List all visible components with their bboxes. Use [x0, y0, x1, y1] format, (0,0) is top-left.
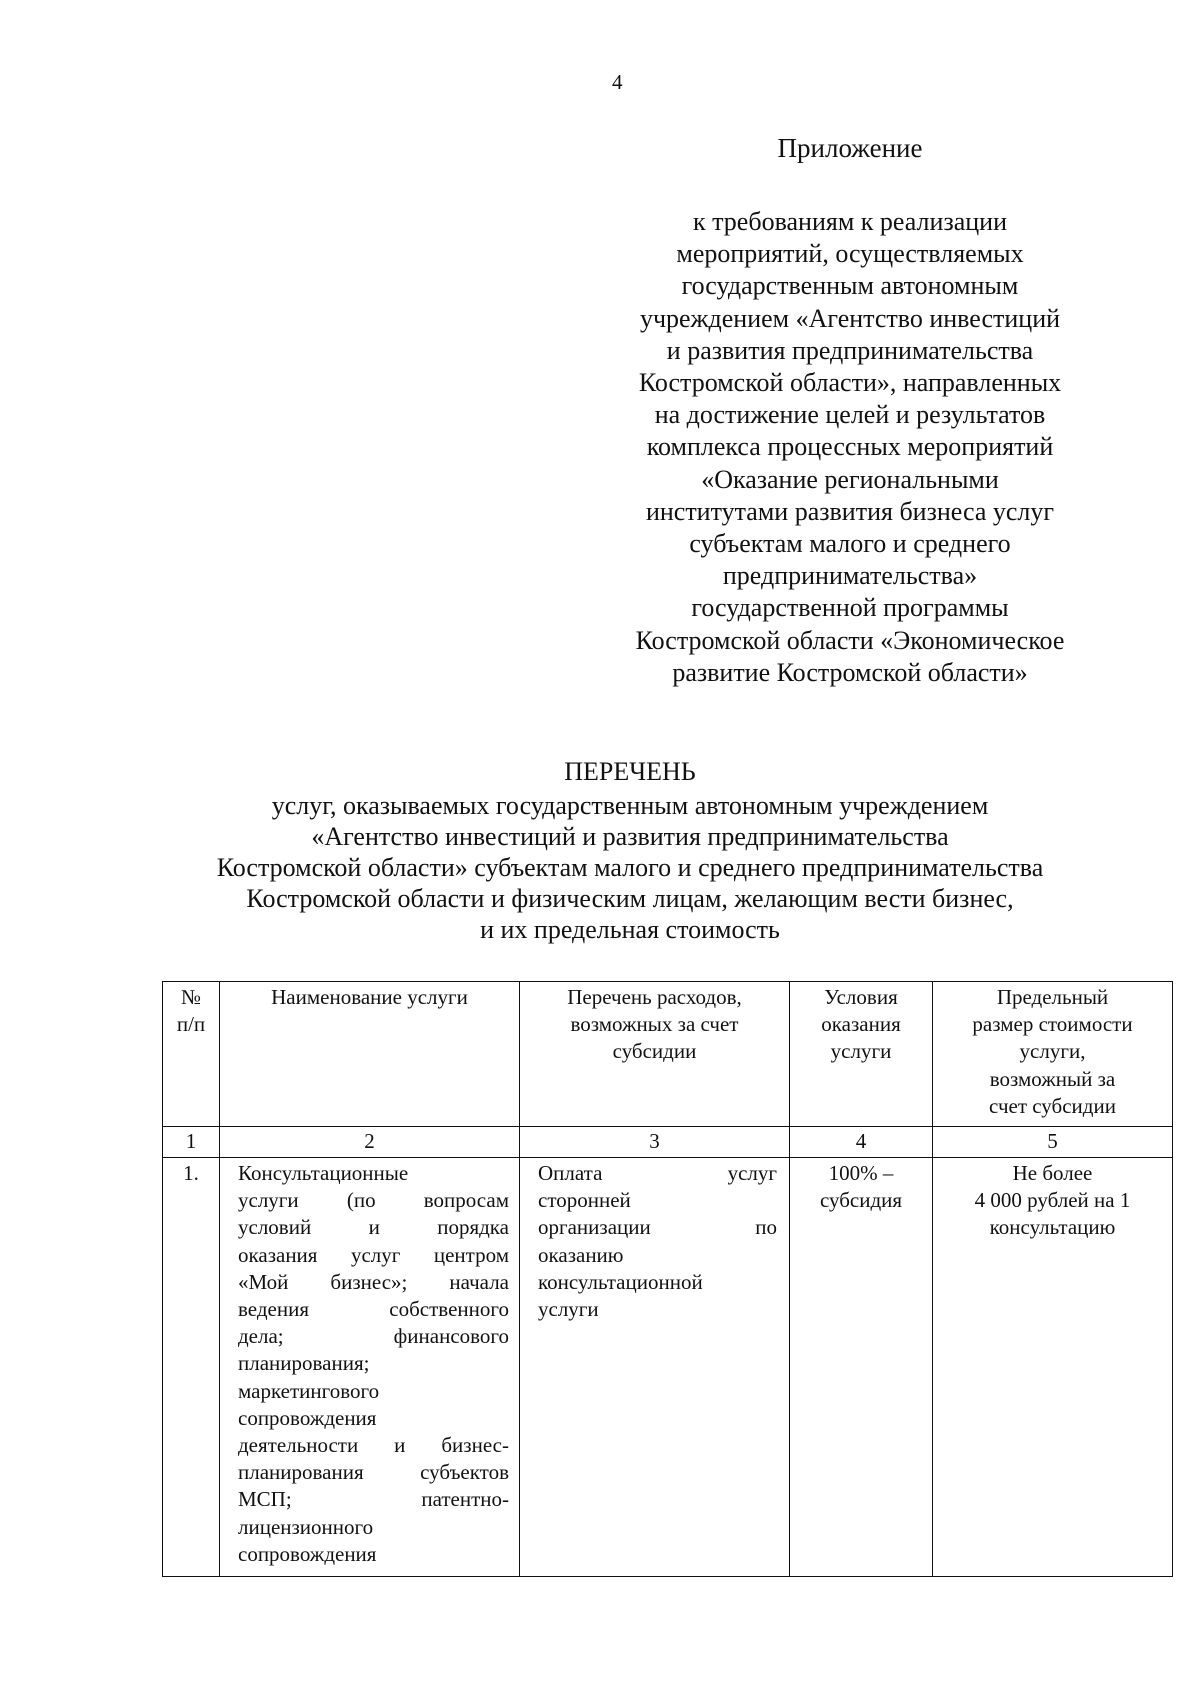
- service-expenses-line: организации по: [538, 1215, 777, 1240]
- header-line: субсидии: [612, 1039, 697, 1064]
- header-line: оказания: [821, 1012, 901, 1037]
- header-line: услуги,: [1019, 1039, 1086, 1064]
- appendix-line: развитие Костромской области»: [672, 657, 1028, 687]
- appendix-line: Костромской области», направленных: [638, 368, 1062, 398]
- header-service-name: [220, 982, 520, 1127]
- service-expenses-line: сторонней: [538, 1188, 631, 1213]
- appendix-line: институтами развития бизнеса услуг: [645, 496, 1055, 526]
- header-line: возможных за счет: [570, 1012, 739, 1037]
- appendix-line: «Оказание региональными: [701, 464, 999, 494]
- service-name-line: деятельности и бизнес-: [238, 1433, 509, 1458]
- column-number-row: [163, 1127, 1173, 1158]
- table-row: [163, 1158, 1173, 1577]
- header-line: размер стоимости: [972, 1012, 1133, 1037]
- service-name-line: условий и порядка: [238, 1215, 509, 1240]
- service-name-line: сопровождения: [238, 1405, 377, 1430]
- column-number: 1: [163, 1127, 220, 1158]
- service-expenses-text: [526, 1160, 783, 1323]
- list-heading: ПЕРЕЧЕНЬ: [564, 757, 696, 786]
- service-name-line: сопровождения: [238, 1541, 377, 1566]
- column-number: 5: [933, 1127, 1173, 1158]
- column-number: 4: [790, 1127, 933, 1158]
- header-line: Перечень расходов,: [567, 985, 742, 1009]
- subtitle-line: «Агентство инвестиций и развития предпринимательства: [311, 822, 949, 851]
- header-conditions: [790, 982, 933, 1127]
- appendix-line: и развития предпринимательства: [666, 335, 1034, 365]
- conditions-line: 100% –: [828, 1161, 894, 1185]
- appendix-line: государственным автономным: [681, 271, 1019, 301]
- service-name-line: планирования субъектов: [238, 1460, 509, 1485]
- service-name-line: услуги (по вопросам: [238, 1188, 509, 1213]
- service-conditions: [790, 1158, 933, 1577]
- header-line: услуги: [830, 1039, 892, 1064]
- service-cost-limit: [933, 1158, 1173, 1577]
- header-line: возможный за: [989, 1066, 1116, 1091]
- column-number: 2: [220, 1127, 520, 1158]
- header-line: №: [180, 985, 202, 1009]
- appendix-line: Костромской области «Экономическое: [635, 625, 1065, 655]
- service-expenses-line: Оплата услуг: [538, 1161, 777, 1185]
- header-line: Предельный: [996, 985, 1109, 1009]
- limit-line: консультацию: [989, 1215, 1116, 1240]
- header-expenses: [520, 982, 790, 1127]
- service-name-line: «Мой бизнес»; начала: [238, 1269, 509, 1294]
- header-line: Условия: [824, 985, 898, 1009]
- subtitle-line: услуг, оказываемых государственным автономным учреждением: [271, 791, 989, 820]
- appendix-line: на достижение целей и результатов: [654, 400, 1046, 430]
- service-expenses: [520, 1158, 790, 1577]
- service-name-line: лицензионного: [238, 1514, 374, 1539]
- service-name-line: оказания услуг центром: [238, 1242, 509, 1267]
- table-header-row: [163, 982, 1173, 1127]
- header-line: Наименование услуги: [271, 985, 468, 1009]
- header-line: счет субсидии: [989, 1093, 1116, 1118]
- subtitle-line: Костромской области и физическим лицам, желающим вести бизнес,: [246, 884, 1014, 913]
- header-line: п/п: [176, 1012, 206, 1037]
- limit-line: Не более: [1012, 1161, 1093, 1185]
- service-name-line: МСП; патентно-: [238, 1487, 509, 1512]
- subtitle-line: Костромской области» субъектам малого и среднего предпринимательства: [216, 853, 1044, 882]
- service-expenses-line: оказанию: [538, 1242, 624, 1267]
- service-name-line: дела; финансового: [238, 1324, 509, 1349]
- service-expenses-line: консультационной: [538, 1269, 703, 1294]
- limit-line: 4 000 рублей на 1: [974, 1188, 1131, 1213]
- service-name-line: ведения собственного: [238, 1297, 509, 1322]
- appendix-line: мероприятий, осуществляемых: [676, 239, 1024, 269]
- service-name-line: планирования;: [238, 1351, 370, 1376]
- list-subtitle: [150, 790, 1110, 945]
- appendix-line: учреждением «Агентство инвестиций: [639, 303, 1061, 333]
- service-expenses-line: услуги: [538, 1297, 599, 1322]
- appendix-line: к требованиям к реализации: [693, 207, 1007, 236]
- column-number: 3: [520, 1127, 790, 1158]
- row-number: 1.: [163, 1158, 220, 1577]
- appendix-line: комплекса процессных мероприятий: [646, 432, 1054, 462]
- page-number: 4: [612, 70, 623, 94]
- conditions-line: субсидия: [819, 1188, 903, 1213]
- services-table: [162, 981, 1173, 1577]
- header-cost-limit: [933, 982, 1173, 1127]
- appendix-line: предпринимательства»: [722, 561, 978, 591]
- appendix-line: государственной программы: [691, 593, 1009, 623]
- appendix-text: [595, 206, 1105, 689]
- service-name-text: [226, 1160, 513, 1568]
- header-number: [163, 982, 220, 1127]
- subtitle-line: и их предельная стоимость: [480, 915, 780, 944]
- appendix-line: субъектам малого и среднего: [689, 529, 1011, 559]
- service-name: [220, 1158, 520, 1577]
- appendix-title: Приложение: [777, 133, 923, 163]
- service-name-line: Консультационные: [238, 1161, 409, 1185]
- service-name-line: маркетингового: [238, 1378, 380, 1403]
